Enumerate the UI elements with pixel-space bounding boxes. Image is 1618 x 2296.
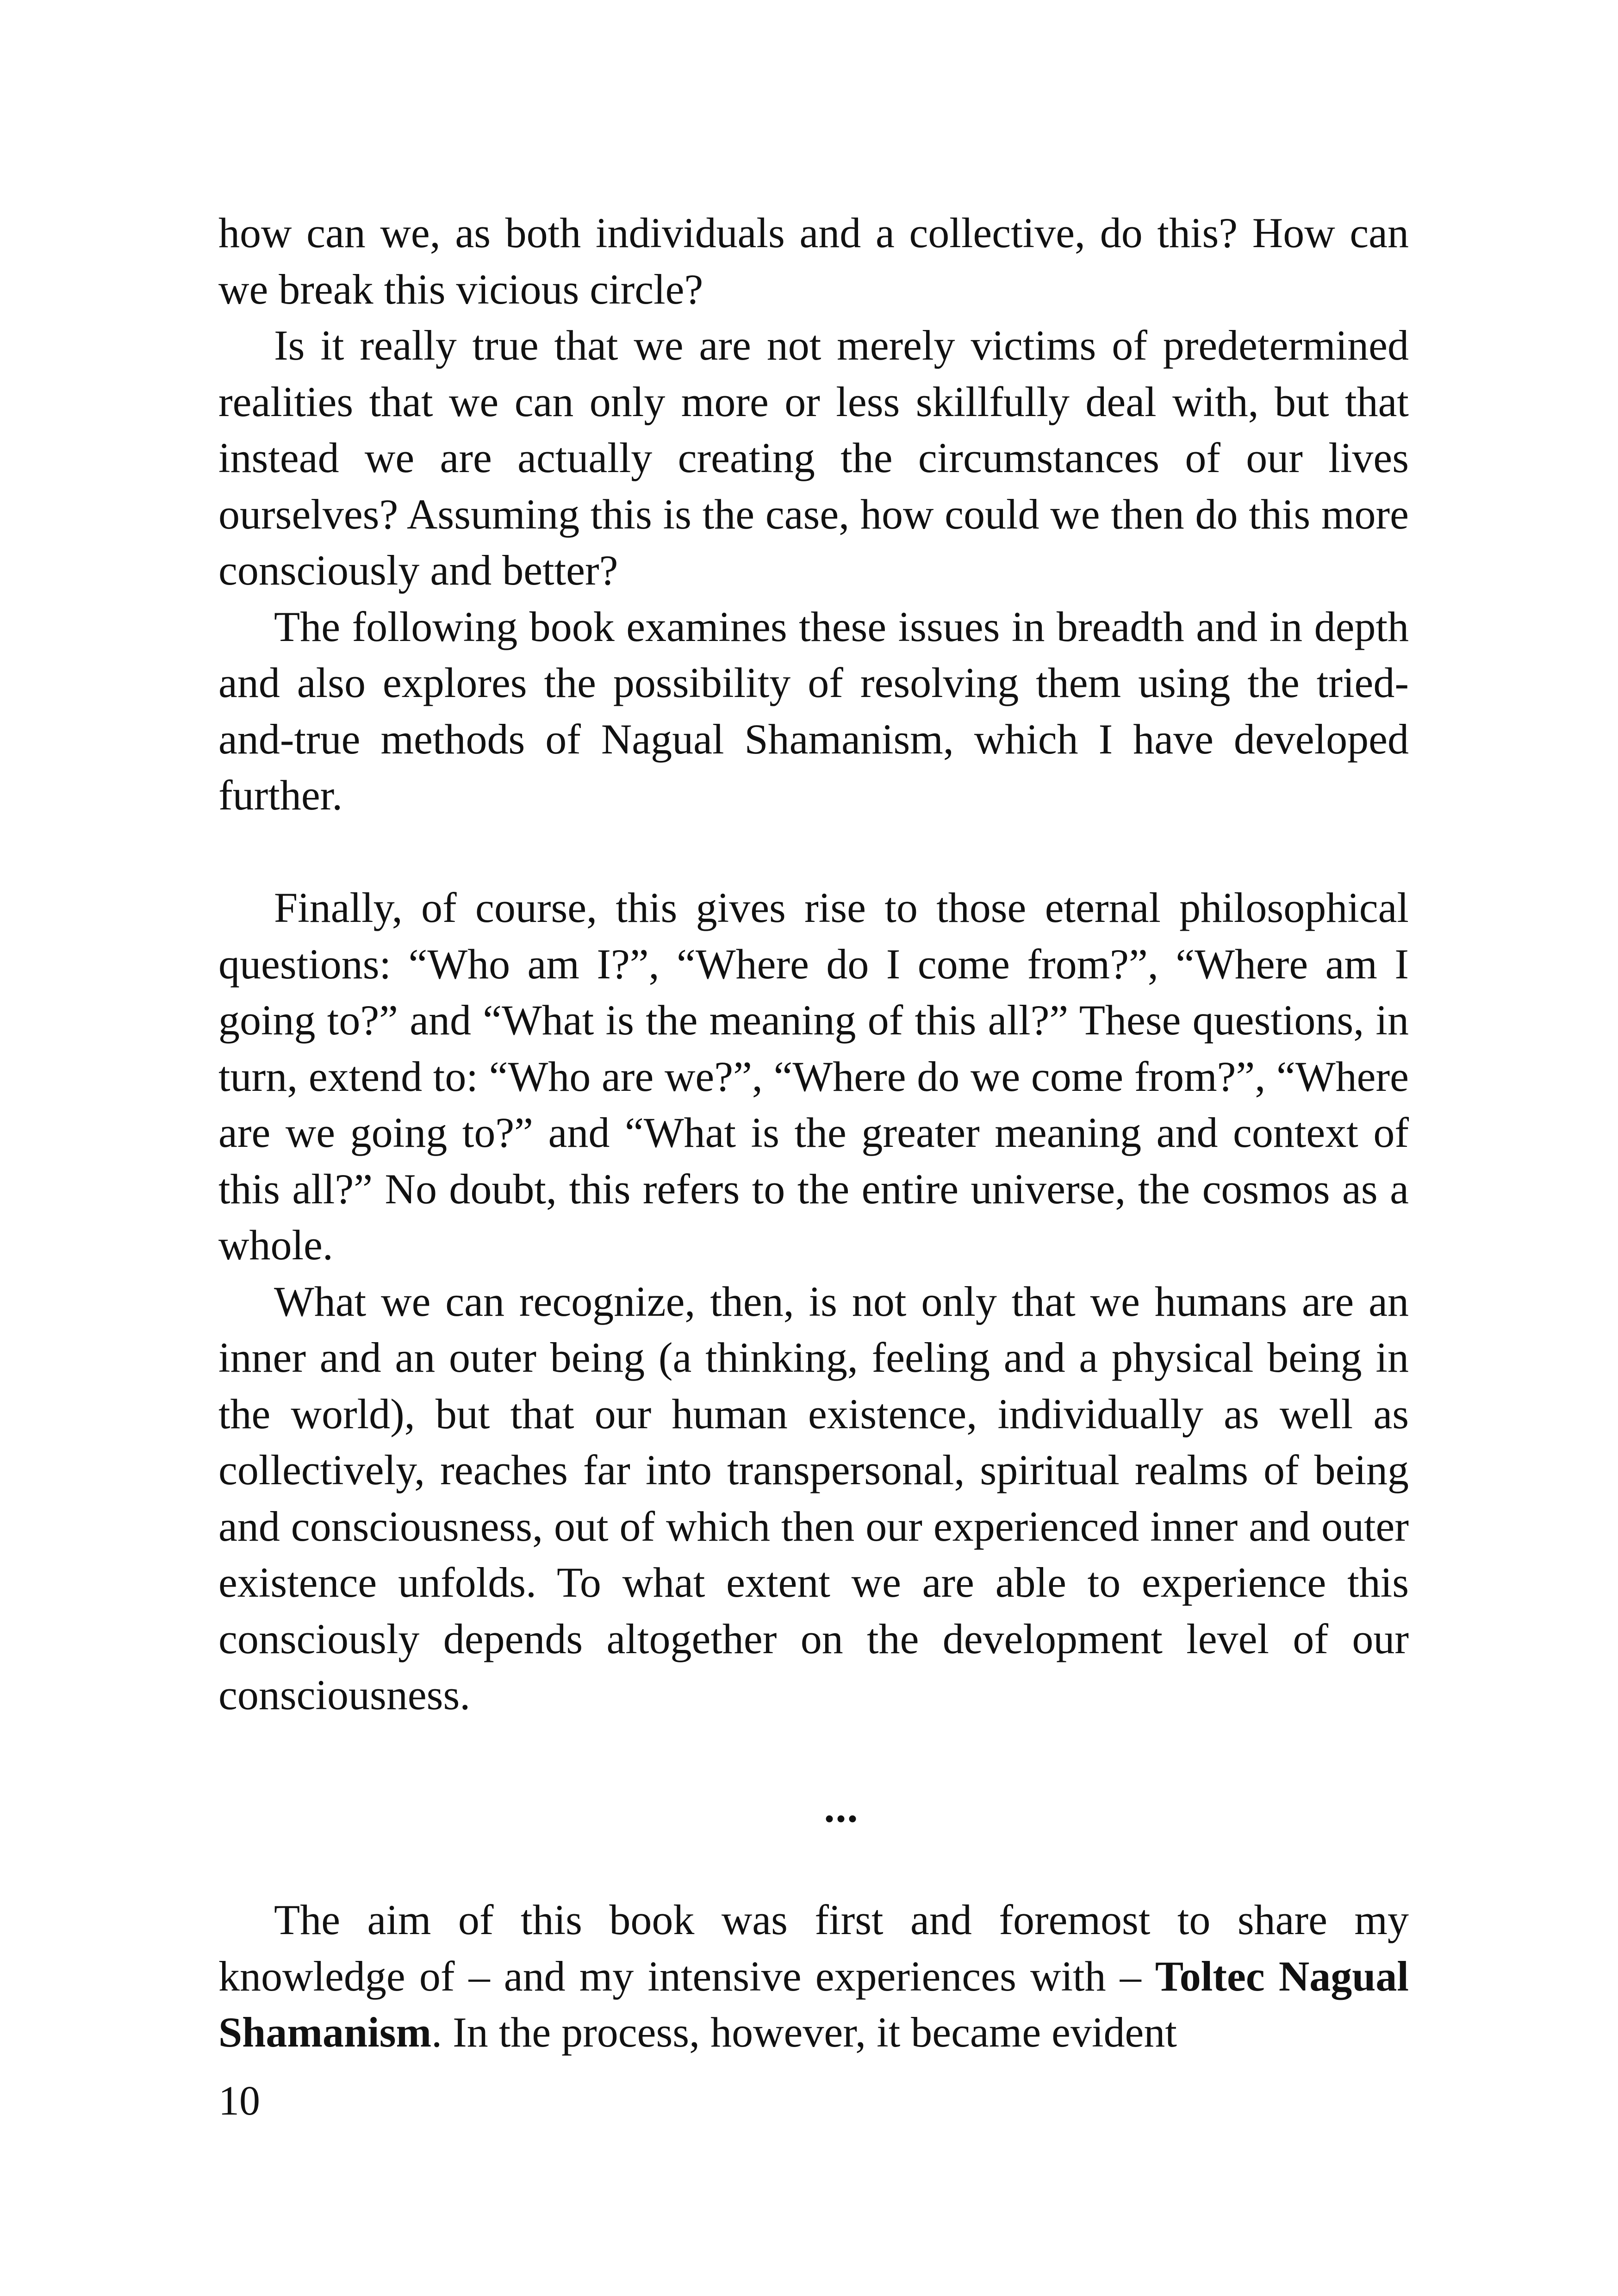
paragraph-gap [218, 1836, 1409, 1892]
paragraph: What we can recognize, then, is not only that we humans are an inner and an outer being (a thinking, feeling and a physical being in the world), but that our human existence, individually as well as collectively, reaches far into transpersonal, spiritual realms of being and consciousness, out of which then our experienced inner and outer existence unfolds. To what extent we are able to experience this consciously depends altogether on the development level of our consciousness. [218, 1277, 1409, 1718]
body-text [218, 205, 1409, 2061]
paragraph: how can we, as both individuals and a collective, do this? How can we break this vicious circle? [218, 209, 1409, 313]
section-separator: ... [824, 1784, 859, 1831]
page-number: 10 [218, 2078, 260, 2124]
paragraph-text: . In the process, however, it became evident [431, 2009, 1177, 2056]
paragraph-gap [218, 1724, 1409, 1780]
paragraph: Finally, of course, this gives rise to those eternal philosophical questions: “Who am I?”, “Where do I come from?”, “Where am I going to?” and “What is the meaning of this all?” These questions, in turn, extend to: “Who are we?”, “Where do we come from?”, “Where are we going to?” and “What is the greater meaning and context of this all?” No doubt, this refers to the entire universe, the cosmos as a whole. [218, 884, 1409, 1269]
paragraph-gap [218, 824, 1409, 880]
paragraph: Is it really true that we are not merely victims of predetermined realities that we can only more or less skillfully deal with, but that instead we are actually creating the circumstances of our lives ourselves? Assuming this is the case, how could we then do this more consciously and better? [218, 322, 1409, 594]
paragraph-text: The aim of this book was first and foremost to share my knowledge of – and my intensive experiences with – [218, 1896, 1409, 2000]
paragraph: The following book examines these issues in breadth and in depth and also explores the possibility of resolving them using the tried-and-true methods of Nagual Shamanism, which I have developed further. [218, 603, 1409, 819]
paragraph [218, 1892, 1409, 2061]
bold-term: Toltec Nagual Shamanism [218, 1952, 1409, 2056]
